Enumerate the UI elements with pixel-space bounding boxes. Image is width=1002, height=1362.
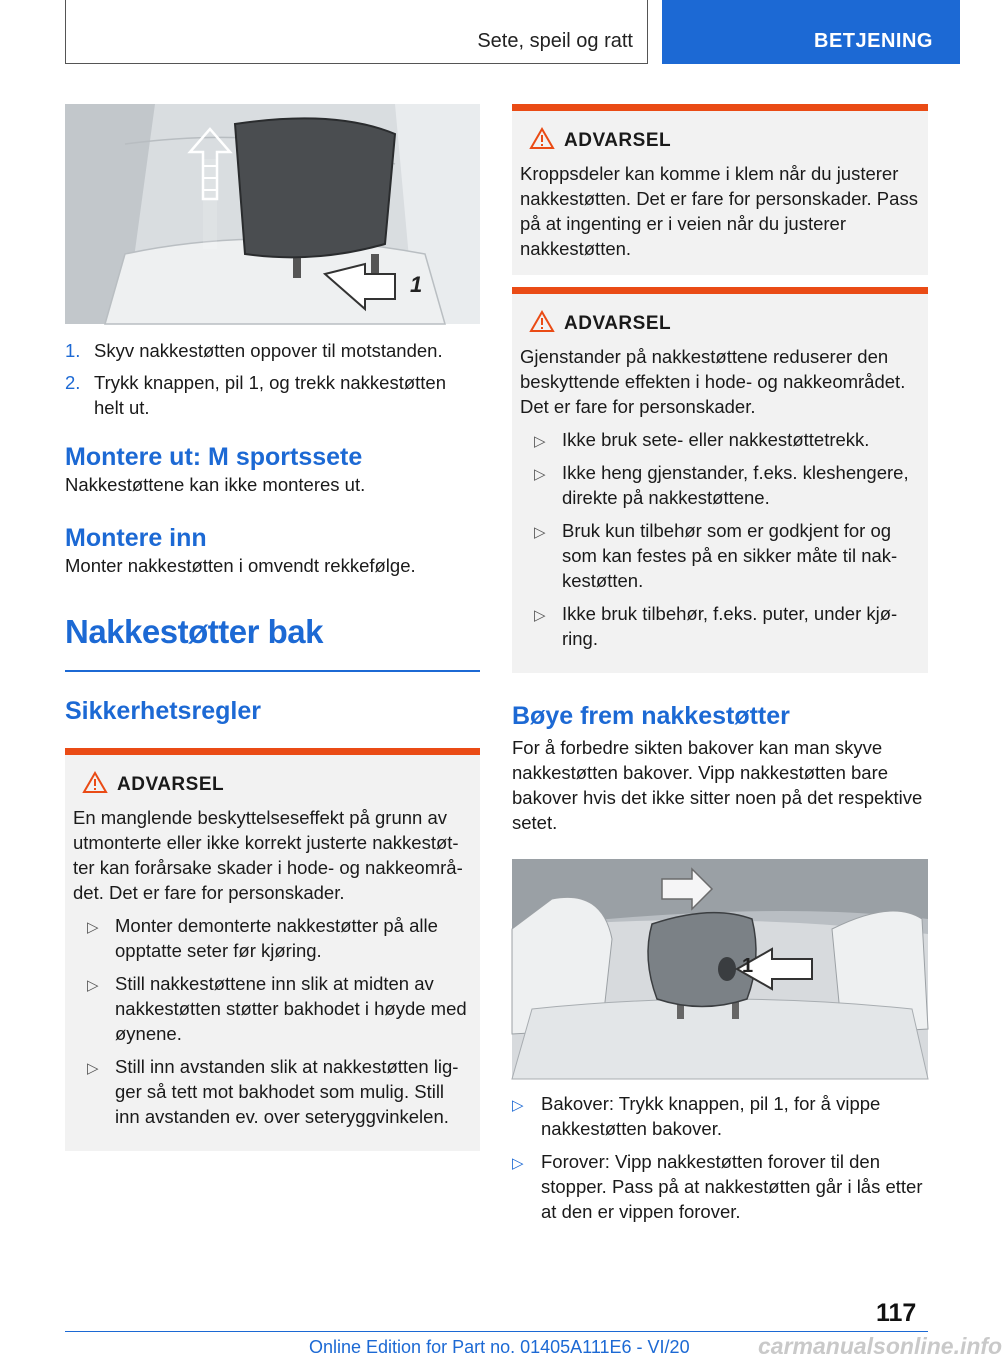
paragraph-fold: For å forbedre sikten bakover kan man skyve nakkestøtten bakover. Vipp nakkestøtten bare bakover hvis det ikke sitter noen på det respektive setet. [512, 737, 923, 833]
triangle-bullet-icon: ▷ [87, 977, 99, 994]
warning-header [83, 771, 472, 799]
headrest-remove-illustration [65, 104, 480, 324]
chapter-tab: BETJENING [662, 0, 960, 64]
step-text: Skyv nakkestøtten oppover til motstanden. [94, 340, 443, 361]
list-item [512, 1149, 928, 1224]
list-item [73, 913, 472, 963]
paragraph-install: Monter nakkestøtten i omvendt rekkefølge. [65, 555, 416, 576]
figure-callout-1: 1 [410, 272, 423, 297]
heading-fold-headrests: Bøye frem nakkestøtter [512, 702, 790, 730]
heading-rule [65, 670, 480, 672]
list-item-text: Bruk kun tilbehør som er godkjent for og som kan festes på en sikker måte til nakkestøtten. [562, 520, 898, 591]
list-item [65, 370, 480, 420]
heading-safety-rules: Sikkerhetsregler [65, 697, 261, 725]
triangle-bullet-icon: ▷ [87, 919, 99, 936]
list-item-text: Still nakkestøttene inn slik at midten av nakkestøtten støtter bakhodet i høyde med øynene. [115, 973, 467, 1044]
warning-title: ADVARSEL [564, 130, 672, 151]
list-item [73, 971, 472, 1046]
list-item [512, 1091, 928, 1141]
left-column [65, 104, 480, 1151]
list-item-text: Forover: Vipp nakkestøtten forover til den stopper. Pass på at nakkestøtten går i lås etter at den er vippen forover. [541, 1151, 923, 1222]
page-number: 117 [876, 1299, 917, 1327]
warning-icon [83, 771, 107, 799]
heading-m-sport: Montere ut: M sportssete [65, 443, 363, 471]
warning-title: ADVARSEL [564, 313, 672, 334]
warning-box [512, 104, 928, 275]
warning-icon [530, 127, 554, 155]
heading-install: Montere inn [65, 524, 207, 552]
list-item-text: Ikke bruk tilbehør, f.eks. puter, under kjøring. [562, 603, 898, 649]
header-section-box [65, 0, 648, 64]
list-item [520, 601, 920, 651]
list-item [520, 427, 920, 452]
figure-callout-1: 1 [742, 955, 754, 977]
paragraph-m-sport: Nakkestøttene kan ikke monteres ut. [65, 474, 366, 495]
footer-rule [65, 1331, 928, 1332]
list-item [520, 518, 920, 593]
triangle-bullet-icon: ▷ [534, 433, 546, 450]
warning-box [65, 748, 480, 1151]
warning-box [512, 287, 928, 673]
right-column [512, 104, 928, 1232]
warning-text: Gjenstander på nakkestøttene reduserer den beskyttende effekten i hode- og nakkeområdet. Det er fare for personskader. [520, 346, 906, 417]
list-item-text: Ikke heng gjenstander, f.eks. kleshengere, direkte på nakkestøttene. [562, 462, 909, 508]
headrest-fold-illustration [512, 859, 928, 1079]
heading-rear-headrests: Nakkestøtter bak [65, 613, 323, 650]
list-item [73, 1054, 472, 1129]
warning-text: Kroppsdeler kan komme i klem når du justerer nakkestøtten. Det er fare for personskader. Pass på at ingenting er i veien når du justerer nakkestøtten. [520, 163, 918, 259]
list-item-text: Ikke bruk sete- eller nakkestøttetrekk. [562, 429, 870, 450]
warning-header [530, 127, 920, 155]
list-item [520, 460, 920, 510]
triangle-bullet-icon: ▷ [512, 1097, 524, 1114]
step-number: 2. [65, 372, 81, 393]
triangle-bullet-icon: ▷ [534, 466, 546, 483]
triangle-bullet-icon: ▷ [512, 1155, 524, 1172]
footer-edition: Online Edition for Part no. 01405A111E6 - VI/20 [309, 1337, 690, 1357]
list-item-text: Monter demonterte nakkestøtter på alle opptatte seter før kjøring. [115, 915, 438, 961]
triangle-bullet-icon: ▷ [534, 607, 546, 624]
warning-header [530, 310, 920, 338]
warning-list [73, 913, 472, 1129]
triangle-bullet-icon: ▷ [534, 524, 546, 541]
warning-title: ADVARSEL [117, 774, 225, 795]
section-title: Sete, speil og ratt [477, 30, 633, 52]
removal-steps [65, 338, 480, 420]
watermark: carmanualsonline.info [758, 1333, 1002, 1359]
triangle-bullet-icon: ▷ [87, 1060, 99, 1077]
list-item [65, 338, 480, 363]
list-item-text: Still inn avstanden slik at nakkestøtten ligger så tett mot bakhodet som mulig. Still inn avstanden ev. over seteryggvinkelen. [115, 1056, 459, 1127]
warning-text: En manglende beskyttelseseffekt på grunn av utmonterte eller ikke korrekt justerte nakkestøtter kan forårsake skader i hode- og nakkeområdet. Det er fare for personskader. [73, 807, 463, 903]
step-number: 1. [65, 340, 81, 361]
warning-icon [530, 310, 554, 338]
fold-list [512, 1091, 928, 1224]
step-text: Trykk knappen, pil 1, og trekk nakkestøtten helt ut. [94, 372, 447, 418]
list-item-text: Bakover: Trykk knappen, pil 1, for å vippe nakkestøtten bakover. [541, 1093, 881, 1139]
warning-list [520, 427, 920, 651]
